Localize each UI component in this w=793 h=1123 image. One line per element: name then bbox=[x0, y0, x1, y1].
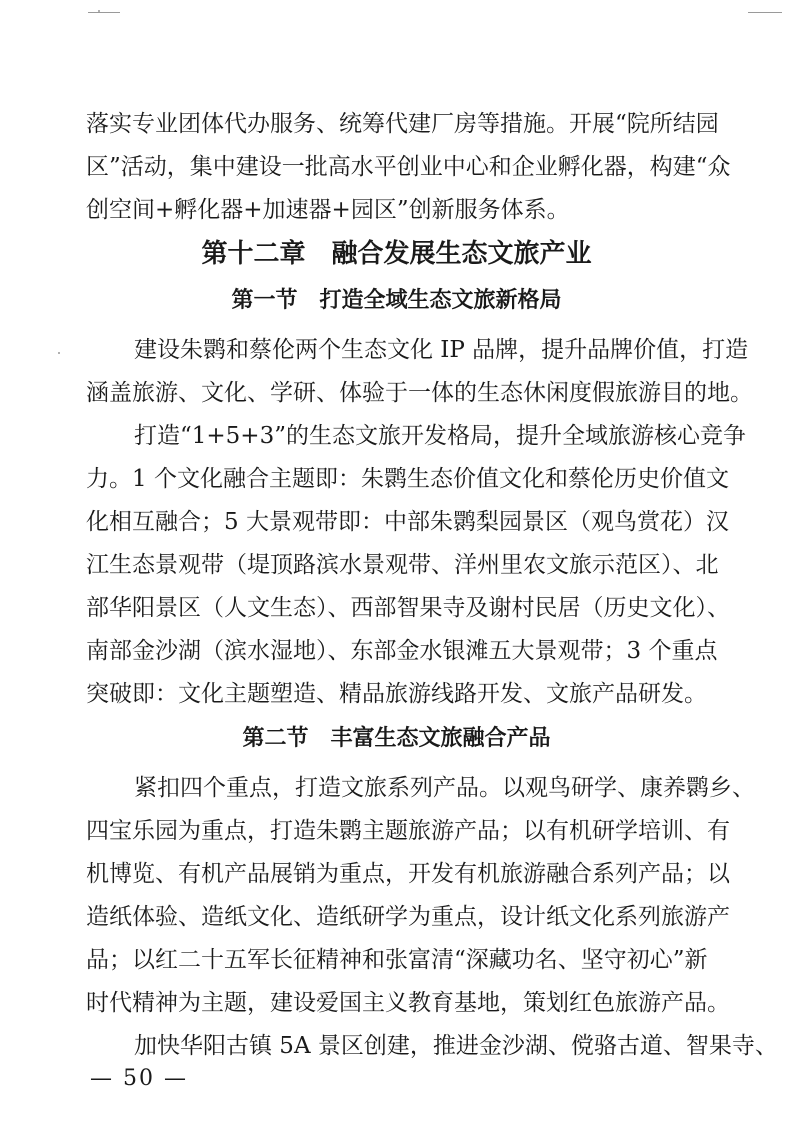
scan-dot bbox=[98, 10, 100, 12]
section-title: 第二节 丰富生态文旅融合产品 bbox=[242, 725, 551, 751]
body-line: 南部金沙湖（滨水湿地）、东部金水银滩五大景观带；3 个重点 bbox=[86, 638, 718, 664]
body-line: 部华阳景区（人文生态）、西部智果寺及谢村民居（历史文化）、 bbox=[86, 595, 730, 621]
body-line: 力。1 个文化融合主题即：朱鹮生态价值文化和蔡伦历史价值文 bbox=[86, 466, 729, 492]
body-line: 机博览、有机产品展销为重点，开发有机旅游融合系列产品；以 bbox=[86, 861, 730, 887]
chapter-title: 第十二章 融合发展生态文旅产业 bbox=[201, 239, 592, 269]
body-line: 涵盖旅游、文化、学研、体验于一体的生态休闲度假旅游目的地。 bbox=[86, 380, 753, 406]
body-line: 江生态景观带（堤顶路滨水景观带、洋州里农文旅示范区）、北 bbox=[86, 552, 719, 578]
body-line: 区”活动，集中建设一批高水平创业中心和企业孵化器，构建“众 bbox=[86, 154, 731, 180]
body-line: 打造“1+5+3”的生态文旅开发格局，提升全域旅游核心竞争 bbox=[134, 423, 746, 449]
body-line: 落实专业团体代办服务、统筹代建厂房等措施。开展“院所结园 bbox=[86, 111, 719, 137]
body-line: 突破即：文化主题塑造、精品旅游线路开发、文旅产品研发。 bbox=[86, 681, 707, 707]
body-line: 时代精神为主题，建设爱国主义教育基地，策划红色旅游产品。 bbox=[86, 990, 730, 1016]
body-line: 造纸体验、造纸文化、造纸研学为重点，设计纸文化系列旅游产 bbox=[86, 904, 730, 930]
scan-mark-left bbox=[88, 12, 120, 13]
body-line: 创空间+孵化器+加速器+园区”创新服务体系。 bbox=[86, 197, 570, 223]
section-title: 第一节 打造全域生态文旅新格局 bbox=[231, 287, 562, 313]
body-line: 化相互融合；5 大景观带即：中部朱鹮梨园景区（观鸟赏花）汉 bbox=[86, 509, 729, 535]
body-line: 四宝乐园为重点，打造朱鹮主题旅游产品；以有机研学培训、有 bbox=[86, 818, 730, 844]
body-line: 建设朱鹮和蔡伦两个生态文化 IP 品牌，提升品牌价值，打造 bbox=[134, 337, 749, 363]
scan-mark-right bbox=[748, 12, 782, 13]
page-number: — 50 — bbox=[90, 1066, 188, 1091]
body-line: 紧扣四个重点，打造文旅系列产品。以观鸟研学、康养鹮乡、 bbox=[134, 775, 755, 801]
body-line: 品；以红二十五军长征精神和张富清“深藏功名、坚守初心”新 bbox=[86, 947, 708, 973]
body-line: 加快华阳古镇 5A 景区创建，推进金沙湖、傥骆古道、智果寺、 bbox=[134, 1033, 778, 1059]
scan-dot bbox=[58, 352, 60, 354]
